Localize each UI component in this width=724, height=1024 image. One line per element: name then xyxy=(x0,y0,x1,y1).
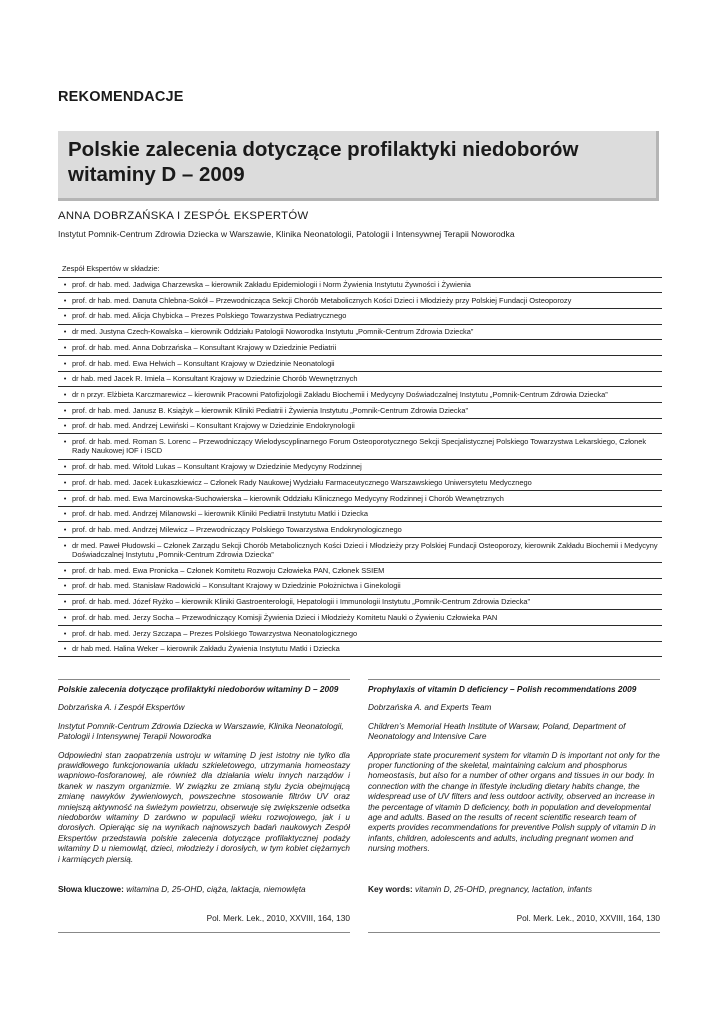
bullet-icon: • xyxy=(63,644,67,654)
bullet-icon: • xyxy=(63,295,67,305)
expert-text: prof. dr hab. med. Jacek Łukaszkiewicz – Członek Rady Naukowej Wydziału Farmaceutycznego Warszawskiego Uniwersytetu Medycznego xyxy=(72,477,532,487)
expert-row xyxy=(58,355,662,371)
keywords-en-label: Key words: xyxy=(368,884,413,894)
keywords-pl-values: witamina D, 25-OHD, ciąża, laktacja, niemowlęta xyxy=(126,884,306,894)
expert-text: prof. dr hab. med. Andrzej Milewicz – Przewodniczący Polskiego Towarzystwa Endokrynologicznego xyxy=(72,524,402,534)
expert-text: prof. dr hab. med. Andrzej Lewiński – Konsultant Krajowy w Dziedzinie Endokrynologii xyxy=(72,421,355,431)
expert-text: prof. dr hab. med. Danuta Chlebna-Sokół – Przewodnicząca Sekcji Chorób Metabolicznych Kości Dzieci i Młodzieży przy Polskiej Fundacji Osteoporozy xyxy=(72,295,572,305)
expert-row xyxy=(58,562,662,578)
section-label: REKOMENDACJE xyxy=(58,89,184,105)
keywords-pl xyxy=(58,884,350,894)
abstract-pl-text: Odpowiedni stan zaopatrzenia ustroju w witaminę D jest istotny nie tylko dla prawidłowego funkcjonowania układu szkieletowego, utrzymania homeostazy wapniowo-fosforanowej, ale również dla działania wielu innych narządów i tkanek w naszym organizmie. W związku ze zmianą stylu życia obejmującą zmianę nawyków żywieniowych, powszechne stosowanie filtrów UV oraz mniejszą aktywność na świeżym powietrzu, obserwuje się zwiększenie odsetka niedoborów witaminy D zarówno w populacji wieku rozwojowego, jak i u dorosłych. Opierając się na wynikach najnowszych badań naukowych Zespół Ekspertów przedstawia polskie zalecenia dotyczące profilaktycznej podaży witaminy D u niemowląt, dzieci, młodzieży i dorosłych, w tym kobiet ciężarnych i karmiących piersią. xyxy=(58,749,350,864)
bullet-icon: • xyxy=(63,565,67,575)
expert-row xyxy=(58,537,662,562)
expert-row xyxy=(58,324,662,340)
bullet-icon: • xyxy=(63,327,67,337)
expert-row xyxy=(58,521,662,537)
expert-row xyxy=(58,277,662,293)
bullet-icon: • xyxy=(63,493,67,503)
bullet-icon: • xyxy=(63,524,67,534)
expert-row xyxy=(58,625,662,641)
bullet-icon: • xyxy=(63,628,67,638)
bullet-icon: • xyxy=(63,358,67,368)
expert-text: prof. dr hab. med. Andrzej Milanowski – kierownik Kliniki Pediatrii Instytutu Matki i Dziecka xyxy=(72,509,368,519)
expert-text: prof. dr hab. med. Witold Lukas – Konsultant Krajowy w Dziedzinie Medycyny Rodzinnej xyxy=(72,462,362,472)
abstract-en-institute: Children’s Memorial Heath Institute of Warsaw, Poland, Department of Neonatology and Intensive Care xyxy=(368,720,626,742)
bullet-icon: • xyxy=(63,311,67,321)
bullet-icon: • xyxy=(63,597,67,607)
expert-text: prof. dr hab. med. Ewa Marcinowska-Suchowierska – kierownik Oddziału Klinicznego Medycyny Rodzinnej i Chorób Wewnętrznych xyxy=(72,493,504,503)
experts-list xyxy=(58,277,662,658)
expert-row xyxy=(58,433,662,458)
abstract-en-title: Prophylaxis of vitamin D deficiency – Polish recommendations 2009 xyxy=(368,684,637,694)
bullet-icon: • xyxy=(63,374,67,384)
bullet-icon: • xyxy=(63,540,67,550)
expert-text: dr med. Paweł Płudowski – Członek Zarządu Sekcji Chorób Metabolicznych Kości Dzieci i Młodzieży przy Polskiej Fundacji Osteoporozy, kierownik Zakładu Biochemii i Medycyny Doświadczalnej Instytutu „Pomnik-Centrum Zdrowia Dziecka” xyxy=(72,540,658,560)
expert-row xyxy=(58,339,662,355)
abstract-pl-title: Polskie zalecenia dotyczące profilaktyki niedoborów witaminy D – 2009 xyxy=(58,684,339,694)
expert-row xyxy=(58,641,662,658)
bullet-icon: • xyxy=(63,436,67,446)
expert-row xyxy=(58,594,662,610)
keywords-pl-label: Słowa kluczowe: xyxy=(58,884,124,894)
expert-row xyxy=(58,490,662,506)
divider xyxy=(58,679,350,680)
expert-text: dr med. Justyna Czech-Kowalska – kierownik Oddziału Patologii Noworodka Instytutu „Pomnik-Centrum Zdrowia Dziecka” xyxy=(72,327,474,337)
expert-row xyxy=(58,386,662,402)
expert-text: prof. dr hab. med. Roman S. Lorenc – Przewodniczący Wielodyscyplinarnego Forum Osteoporotycznego Sekcji Specjalistycznej Polskiego Towarzystwa Lekarskiego, Członek Rady Naukowej IOF i ISCD xyxy=(72,436,647,456)
expert-text: dr hab med. Halina Weker – kierownik Zakładu Żywienia Instytutu Matki i Dziecka xyxy=(72,644,340,654)
experts-table xyxy=(58,264,662,657)
bullet-icon: • xyxy=(63,421,67,431)
bullet-icon: • xyxy=(63,581,67,591)
article-title: Polskie zalecenia dotyczące profilaktyki niedoborów witaminy D – 2009 xyxy=(68,138,579,186)
expert-row xyxy=(58,371,662,387)
expert-text: prof. dr hab. med. Ewa Pronicka – Członek Komitetu Rozwoju Człowieka PAN, Członek SSIEM xyxy=(72,565,385,575)
abstract-pl-institute: Instytut Pomnik-Centrum Zdrowia Dziecka w Warszawie, Klinika Neonatologii, Patologii i Intensywnej Terapii Noworodka xyxy=(58,720,344,742)
abstract-en-authors: Dobrzańska A. and Experts Team xyxy=(368,702,492,713)
keywords-en-values: vitamin D, 25-OHD, pregnancy, lactation, infants xyxy=(415,884,592,894)
bullet-icon: • xyxy=(63,509,67,519)
expert-text: prof. dr hab. med. Jadwiga Charzewska – kierownik Zakładu Epidemiologii i Norm Żywienia Instytutu Żywności i Żywienia xyxy=(72,280,471,290)
expert-row xyxy=(58,292,662,308)
expert-row xyxy=(58,474,662,490)
divider xyxy=(368,932,660,933)
abstract-en-text: Appropriate state procurement system for vitamin D is important not only for the proper functioning of the skeletal, maintaining calcium and phosphorus homeostasis, but also for a number of other organs and tissues in our body. In connection with the change in lifestyle including dietary habits change, the widespread use of UV filters and less outdoor activity, observed an increase in the percentage of vitamin D deficiency, both in population and developmental age and adults. Based on the results of recent scientific research team of experts provides recommendations for preventive Polish supply of vitamin D in infants, children, adolescents and adults, including pregnant women and nursing mothers. xyxy=(368,749,660,854)
divider xyxy=(58,932,350,933)
expert-text: dr n przyr. Elżbieta Karczmarewicz – kierownik Pracowni Patofizjologii Zakładu Biochemii i Medycyny Doświadczalnej Instytutu „Pomnik-Centrum Zdrowia Dziecka” xyxy=(72,389,608,399)
keywords-en xyxy=(368,884,660,894)
abstract-pl xyxy=(58,684,350,864)
expert-text: prof. dr hab. med. Jerzy Szczapa – Prezes Polskiego Towarzystwa Neonatologicznego xyxy=(72,628,358,638)
expert-text: prof. dr hab. med. Jerzy Socha – Przewodniczący Komisji Żywienia Dzieci i Młodzieży Komitetu Nauki o Żywieniu Człowieka PAN xyxy=(72,612,498,622)
divider xyxy=(368,679,660,680)
expert-row xyxy=(58,402,662,418)
bullet-icon: • xyxy=(63,280,67,290)
citation-en: Pol. Merk. Lek., 2010, XXVIII, 164, 130 xyxy=(516,913,660,923)
expert-text: prof. dr hab. med. Stanisław Radowicki – Konsultant Krajowy w Dziedzinie Położnictwa i Ginekologii xyxy=(72,581,401,591)
bullet-icon: • xyxy=(63,405,67,415)
institute: Instytut Pomnik-Centrum Zdrowia Dziecka w Warszawie, Klinika Neonatologii, Patologii i Intensywnej Terapii Noworodka xyxy=(58,229,515,239)
expert-row xyxy=(58,578,662,594)
expert-row xyxy=(58,506,662,522)
bullet-icon: • xyxy=(63,462,67,472)
bullet-icon: • xyxy=(63,477,67,487)
expert-text: prof. dr hab. med. Józef Ryżko – kierownik Kliniki Gastroenterologii, Hepatologii i Immunologii Instytutu „Pomnik-Centrum Zdrowia Dziecka” xyxy=(72,597,531,607)
expert-row xyxy=(58,308,662,324)
expert-row xyxy=(58,418,662,434)
bullet-icon: • xyxy=(63,389,67,399)
expert-text: prof. dr hab. med. Ewa Helwich – Konsultant Krajowy w Dziedzinie Neonatologii xyxy=(72,358,335,368)
expert-text: prof. dr hab. med. Alicja Chybicka – Prezes Polskiego Towarzystwa Pediatrycznego xyxy=(72,311,347,321)
expert-text: prof. dr hab. med. Janusz B. Książyk – kierownik Kliniki Pediatrii i Żywienia Instytutu „Pomnik-Centrum Zdrowia Dziecka” xyxy=(72,405,468,415)
expert-row xyxy=(58,609,662,625)
expert-text: prof. dr hab. med. Anna Dobrzańska – Konsultant Krajowy w Dziedzinie Pediatrii xyxy=(72,342,337,352)
abstract-pl-authors: Dobrzańska A. i Zespół Ekspertów xyxy=(58,702,185,713)
citation-pl: Pol. Merk. Lek., 2010, XXVIII, 164, 130 xyxy=(206,913,350,923)
title-box xyxy=(58,131,659,201)
experts-header: Zespół Ekspertów w składzie: xyxy=(62,264,160,273)
expert-row xyxy=(58,459,662,475)
bullet-icon: • xyxy=(63,612,67,622)
authors: ANNA DOBRZAŃSKA I ZESPÓŁ EKSPERTÓW xyxy=(58,210,309,222)
abstract-en xyxy=(368,684,660,854)
bullet-icon: • xyxy=(63,342,67,352)
expert-text: dr hab. med Jacek R. Imiela – Konsultant Krajowy w Dziedzinie Chorób Wewnętrznych xyxy=(72,374,358,384)
